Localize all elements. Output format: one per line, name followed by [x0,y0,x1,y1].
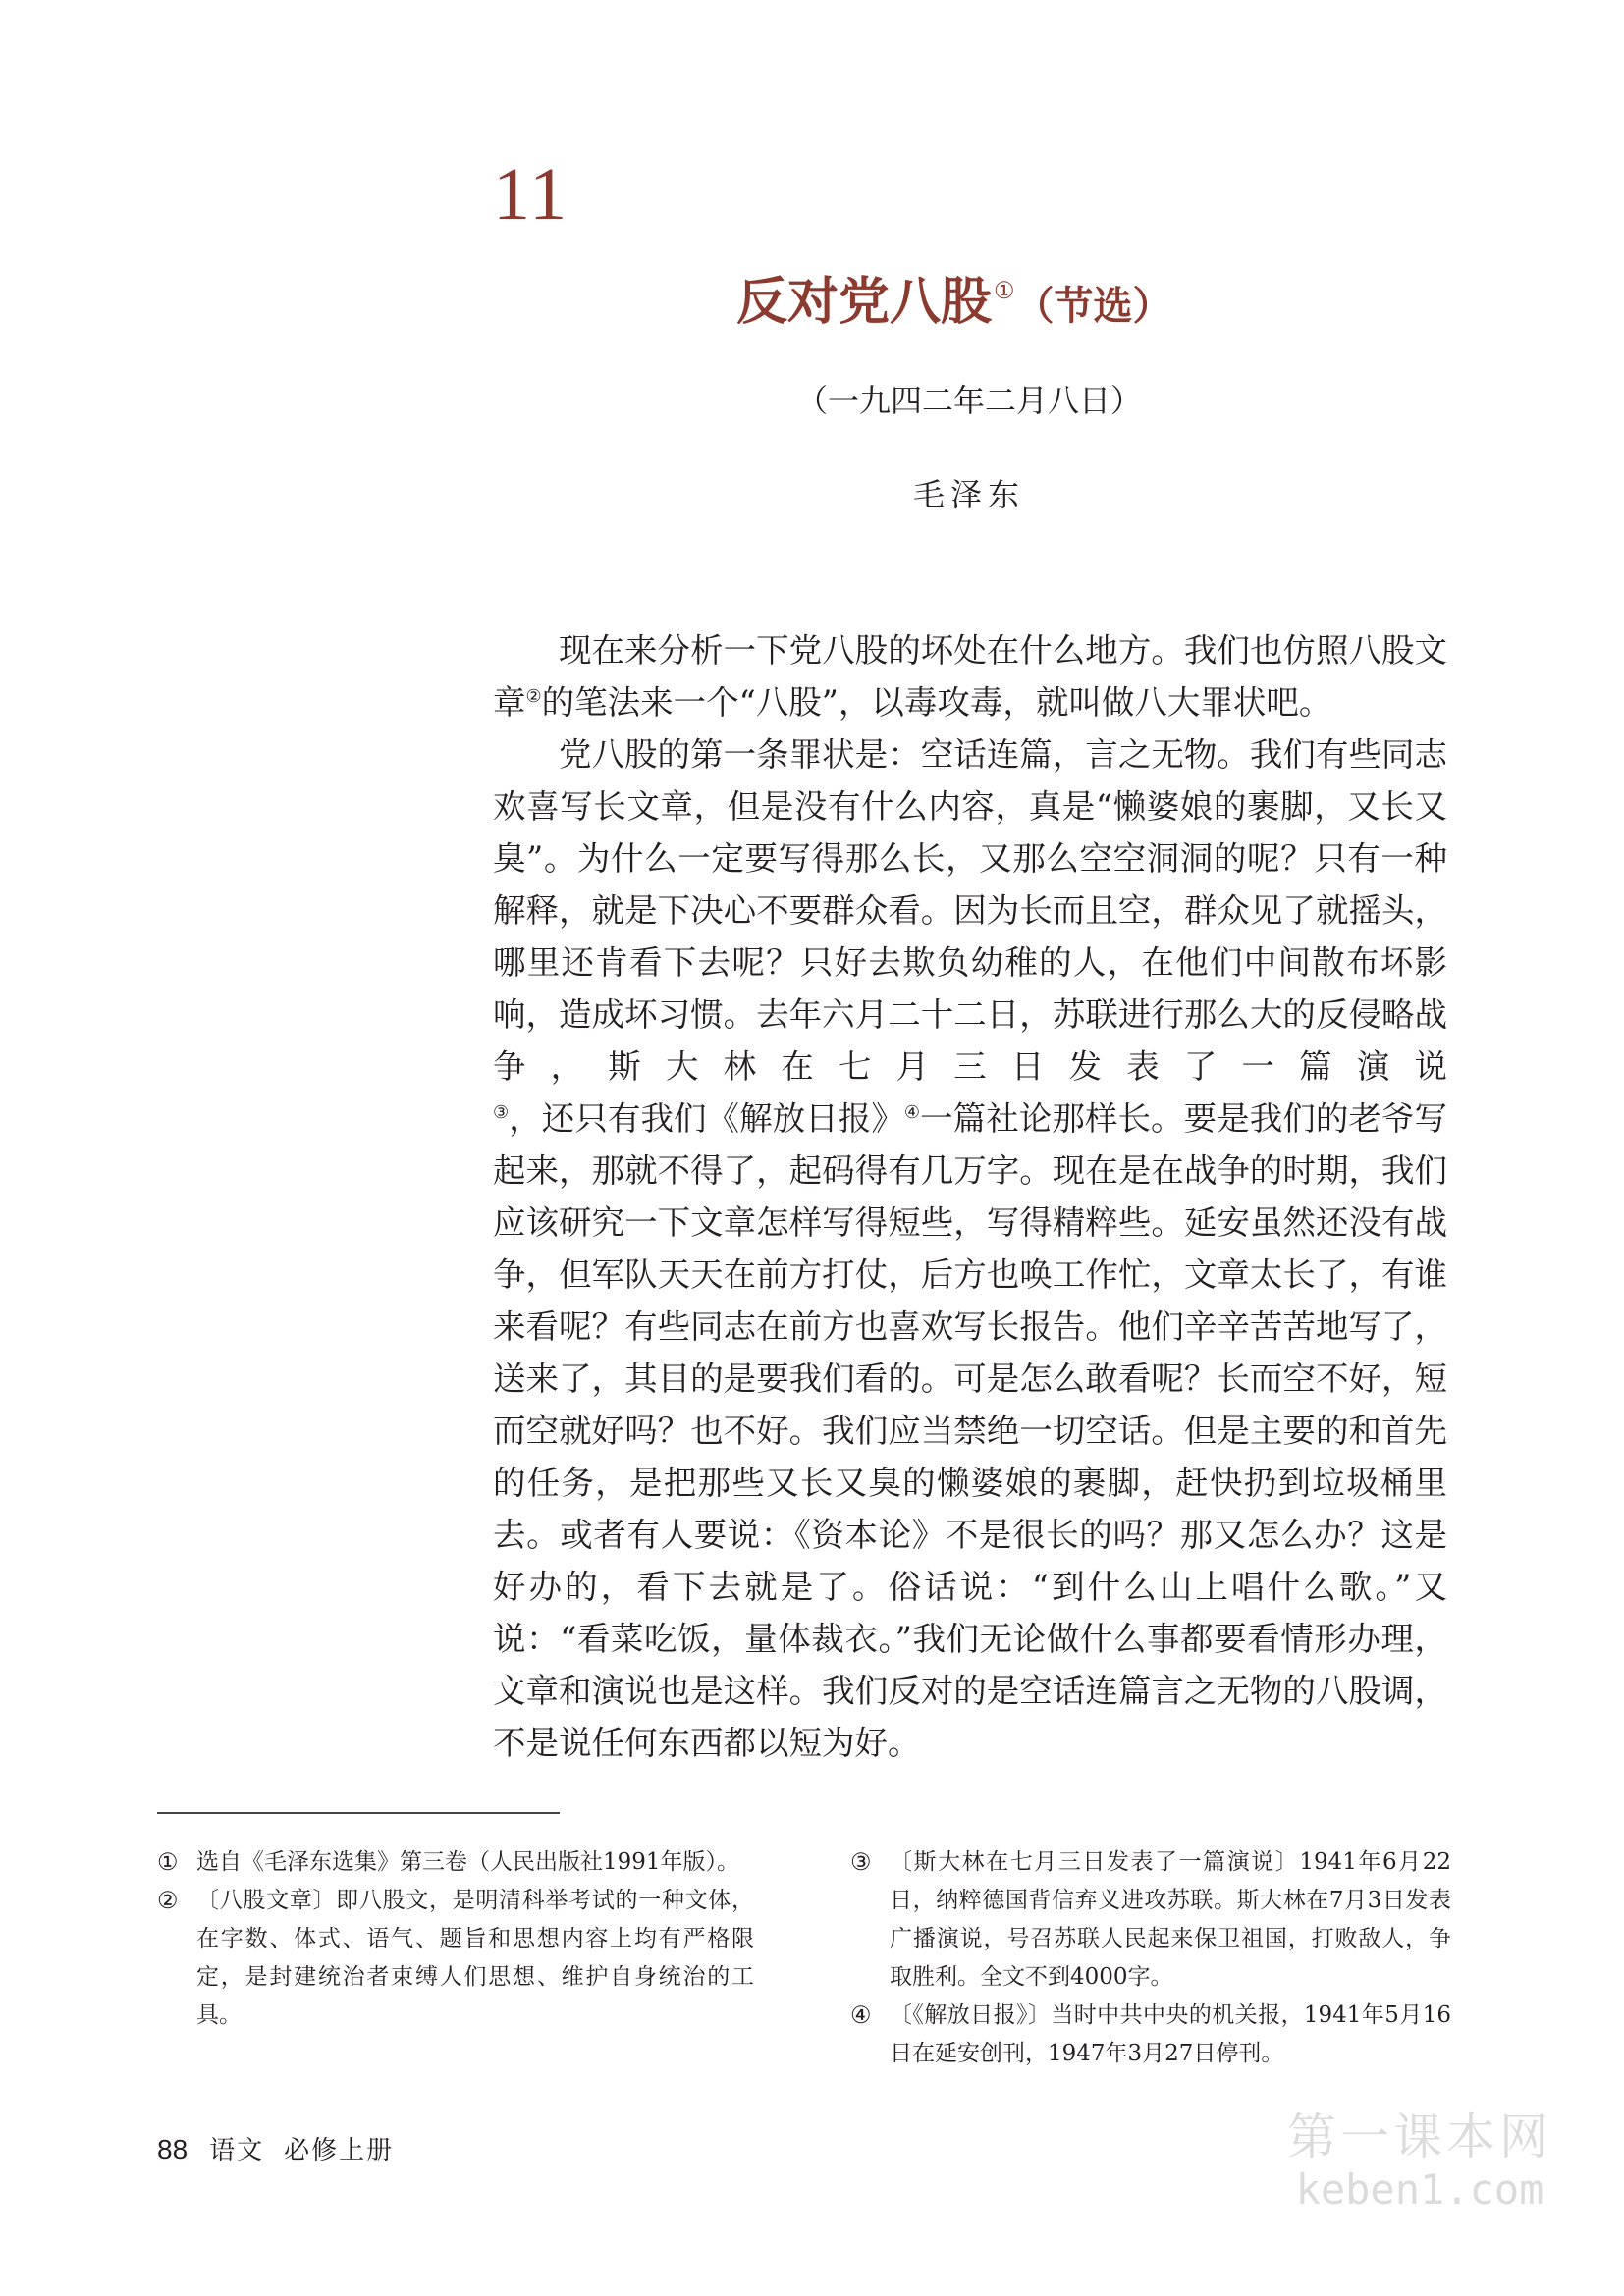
footnote-2 [157,1882,754,2035]
footnote-4 [850,1997,1451,2073]
lesson-number: 11 [493,153,569,236]
footnote-divider [157,1812,560,1814]
footnotes-right-column [850,1843,1451,2073]
date-line: （一九四二年二月八日） [795,382,1142,419]
footnote-3-text: 〔斯大林在七月三日发表了一篇演说〕1941年6月22日，纳粹德国背信弃义进攻苏联。斯大林在7月3日发表广播演说，号召苏联人民起来保卫祖国，打败敌人，争取胜利。全文不到4000字。 [890,1849,1451,1990]
book-volume: 必修上册 [284,2136,395,2165]
title-footnote-mark[interactable]: ① [994,277,1015,304]
paragraph-1 [493,624,1447,728]
footnotes-left-column [157,1843,754,2035]
footnote-2-text: 〔八股文章〕即八股文，是明清科举考试的一种文体，在字数、体式、语气、题旨和思想内容上均有严格限定，是封建统治者束缚人们思想、维护自身统治的工具。 [196,1888,754,2028]
footnote-3-mark: ③ [850,1848,872,1876]
watermark-cn-text: 第一课本网 [1287,2109,1552,2165]
article-body [493,624,1447,1769]
footnote-ref-2[interactable]: ② [525,685,542,707]
book-subject: 语文 [209,2136,265,2165]
author-name: 毛泽东 [912,476,1025,513]
paragraph-2-text-b: ，还只有我们《解放日报》 [509,1099,904,1138]
footnote-1-text: 选自《毛泽东选集》第三卷（人民出版社1991年版）。 [196,1849,740,1875]
title-excerpt-note: （节选） [1014,283,1172,329]
footnote-ref-4[interactable]: ④ [903,1101,921,1123]
footnote-4-text: 〔《解放日报》〕当时中共中央的机关报，1941年5月16日在延安创刊，1947年3月27日停刊。 [890,2002,1451,2066]
footnote-ref-3[interactable]: ③ [493,1101,510,1123]
paragraph-2-text-c: 一篇社论那样长。要是我们的老爷写起来，那就不得了，起码得有几万字。现在是在战争的时期，我们应该研究一下文章怎样写得短些，写得精粹些。延安虽然还没有战争，但军队天天在前方打仗，后方也唤工作忙，文章太长了，有谁来看呢？有些同志在前方也喜欢写长报告。他们辛辛苦苦地写了，送来了，其目的是要我们看的。可是怎么敢看呢？长而空不好，短而空就好吗？也不好。我们应当禁绝一切空话。但是主要的和首先的任务，是把那些又长又臭的懒婆娘的裹脚，赶快扔到垃圾桶里去。或者有人要说：《资本论》不是很长的吗？那又怎么办？这是好办的，看下去就是了。俗话说：“到什么山上唱什么歌。”又说：“看菜吃饭，量体裁衣。”我们无论做什么事都要看情形办理，文章和演说也是这样。我们反对的是空话连篇言之无物的八股调，不是说任何东西都以短为好。 [493,1099,1448,1762]
page-footer [157,2136,394,2163]
paragraph-1-text-a: 现在来分析一下党八股的坏处在什么地方。我们也仿照八股文章 [493,631,1447,721]
watermark-en-text: keben1.com [1295,2165,1544,2214]
footnote-1-mark: ① [157,1848,179,1876]
footnote-2-mark: ② [157,1887,179,1914]
title-text: 反对党八股 [736,272,993,332]
footnote-4-mark: ④ [850,2002,872,2029]
page-number: 88 [157,2134,189,2164]
footnote-3 [850,1843,1451,1997]
paragraph-2 [493,728,1447,1769]
footnote-1 [157,1843,754,1882]
article-title [736,272,1172,332]
paragraph-1-text-b: 的笔法来一个“八股”，以毒攻毒，就叫做八大罪状吧。 [541,683,1332,721]
paragraph-2-text-a: 党八股的第一条罪状是：空话连篇，言之无物。我们有些同志欢喜写长文章，但是没有什么内容，真是“懒婆娘的裹脚，又长又臭”。为什么一定要写得那么长，又那么空空洞洞的呢？只有一种解释，就是下决心不要群众看。因为长而且空，群众见了就摇头，哪里还肯看下去呢？只好去欺负幼稚的人，在他们中间散布坏影响，造成坏习惯。去年六月二十二日，苏联进行那么大的反侵略战争，斯大林在七月三日发表了一篇演说 [493,735,1447,1086]
site-watermark [1272,2109,1567,2214]
